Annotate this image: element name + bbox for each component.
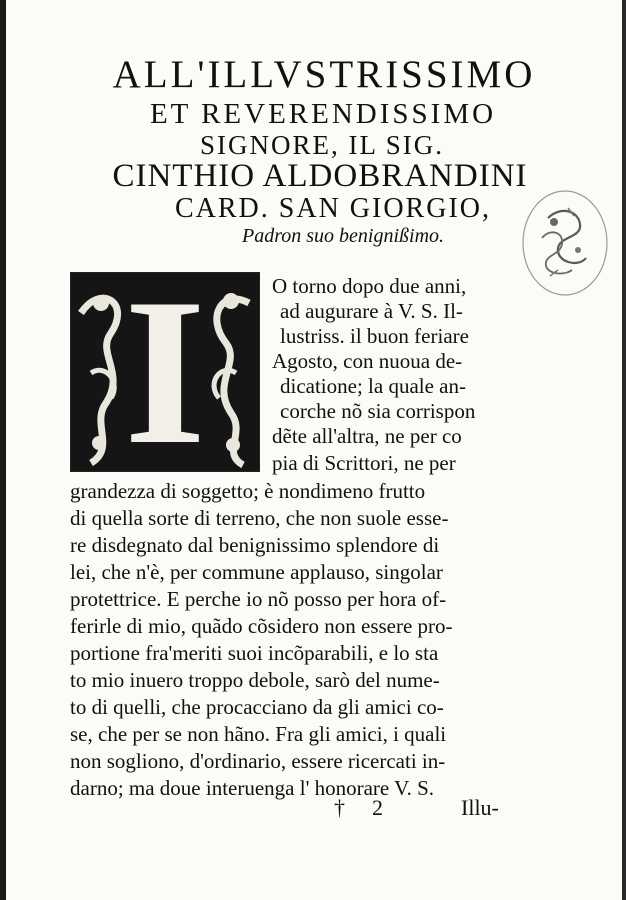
body-line: corche nõ sia corrispon (280, 399, 476, 423)
body-line: pia di Scrittori, ne per (272, 451, 456, 475)
signature-mark: † (334, 795, 345, 820)
body-line: protettrice. E perche io nõ posso per hora of- (70, 587, 447, 611)
body-line: di quella sorte di terreno, che non suole esse- (70, 506, 449, 530)
body-line: portione fra'meriti suoi incõparabili, e lo sta (70, 641, 439, 665)
signature-number: 2 (372, 795, 383, 820)
body-line: ferirle di mio, quãdo cõsidero non essere pro- (70, 614, 453, 638)
dedication-title-line-1: ALL'ILLVSTRISSIMO (112, 53, 536, 96)
body-line: dẽte all'altra, ne per co (272, 424, 462, 448)
body-line: re disdegnato dal benignissimo splendore di (70, 533, 440, 557)
body-line: lei, che n'è, per commune applauso, singolar (70, 560, 443, 584)
body-line: dicatione; la quale an- (280, 374, 466, 398)
dedication-subtitle: Padron suo benignißimo. (241, 225, 445, 247)
initial-letter: I (124, 272, 206, 472)
body-line: grandezza di soggetto; è nondimeno frutto (70, 479, 426, 503)
body-line: se, che per se non hãno. Fra gli amici, i quali (70, 722, 447, 746)
dedicatee-name: CINTHIO ALDOBRANDINI (112, 158, 528, 194)
body-line: ad augurare à V. S. Il- (280, 299, 463, 323)
body-line: lustriss. il buon feriare (280, 324, 469, 348)
catchword: Illu- (461, 795, 499, 820)
body-line: to di quelli, che procacciano da gli amici co- (70, 695, 444, 719)
decorated-initial (70, 272, 260, 472)
body-line: O torno dopo due anni, (272, 274, 467, 298)
library-stamp-icon (520, 188, 610, 298)
dedication-title-line-3: SIGNORE, IL SIG. (200, 130, 444, 160)
body-line: Agosto, con nuoua de- (272, 349, 463, 373)
body-line: darno; ma doue interuenga l' honorare V. S. (70, 776, 435, 800)
dedication-title-line-2: ET REVERENDISSIMO (149, 98, 497, 130)
dedicatee-title: CARD. SAN GIORGIO, (174, 193, 491, 224)
body-line: to mio inuero troppo debole, sarò del nume- (70, 668, 440, 692)
body-line: non sogliono, d'ordinario, essere ricercati in- (70, 749, 446, 773)
